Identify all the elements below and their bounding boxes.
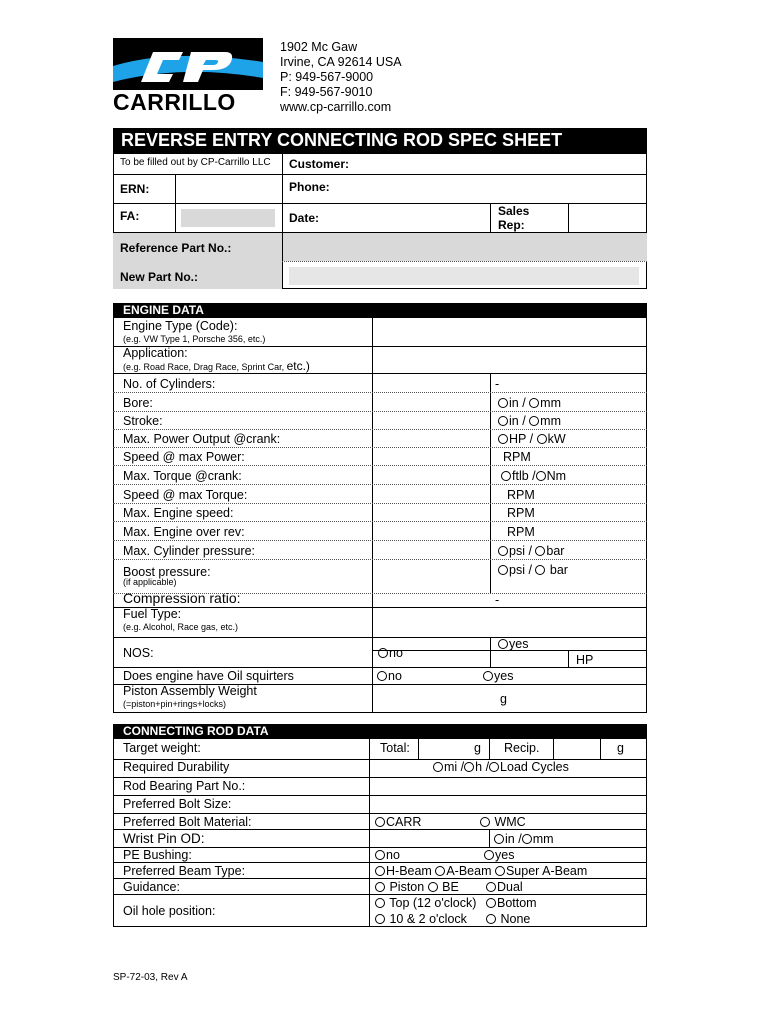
radio-icon[interactable] xyxy=(484,850,494,860)
radio-icon[interactable] xyxy=(483,671,493,681)
piston-weight-label: Piston Assembly Weight xyxy=(123,684,257,698)
boost-units[interactable]: psi / bar xyxy=(498,563,568,577)
radio-icon[interactable] xyxy=(536,471,546,481)
radio-icon[interactable] xyxy=(435,866,445,876)
fuel-label: Fuel Type: xyxy=(123,607,182,621)
radio-icon[interactable] xyxy=(498,546,508,556)
radio-icon[interactable] xyxy=(428,882,438,892)
engine-type-hint: (e.g. VW Type 1, Porsche 356, etc.) xyxy=(123,334,266,344)
squirters-label: Does engine have Oil squirters xyxy=(123,669,294,683)
radio-icon[interactable] xyxy=(375,882,385,892)
address-line2: Irvine, CA 92614 USA xyxy=(280,55,402,69)
radio-icon[interactable] xyxy=(535,546,545,556)
engine-speed-unit: RPM xyxy=(507,506,535,520)
radio-icon[interactable] xyxy=(498,639,508,649)
radio-icon[interactable] xyxy=(498,565,508,575)
oil-hole-none-option[interactable]: None xyxy=(486,912,530,926)
company-website[interactable]: www.cp-carrillo.com xyxy=(280,100,392,114)
phone-label: Phone: xyxy=(289,180,330,194)
stroke-label: Stroke: xyxy=(123,414,163,428)
durability-label: Required Durability xyxy=(123,760,230,774)
fa-label: FA: xyxy=(120,209,140,223)
cyl-pressure-units[interactable]: psi / bar xyxy=(498,544,564,558)
page-title: REVERSE ENTRY CONNECTING ROD SPEC SHEET xyxy=(113,128,647,153)
pe-bushing-no-option[interactable]: no xyxy=(375,848,400,862)
oil-hole-top-option[interactable]: Top (12 o'clock) xyxy=(375,896,476,910)
stroke-units[interactable]: in / mm xyxy=(498,414,561,428)
radio-icon[interactable] xyxy=(486,898,496,908)
nos-label: NOS: xyxy=(123,646,154,660)
nos-yes-option[interactable]: yes xyxy=(498,637,528,651)
beam-label: Preferred Beam Type: xyxy=(123,864,246,878)
target-weight-label: Target weight: xyxy=(123,741,201,755)
radio-icon[interactable] xyxy=(537,434,547,444)
oil-hole-ten-two-option[interactable]: 10 & 2 o'clock xyxy=(375,912,467,926)
wrist-pin-units[interactable]: in / mm xyxy=(494,832,554,846)
guidance-dual-option[interactable]: Dual xyxy=(486,880,523,894)
guidance-label: Guidance: xyxy=(123,880,180,894)
new-part-label: New Part No.: xyxy=(120,270,199,284)
total-label: Total: xyxy=(380,741,410,755)
bearing-label: Rod Bearing Part No.: xyxy=(123,779,246,793)
bolt-material-label: Preferred Bolt Material: xyxy=(123,815,252,829)
bolt-wmc-option[interactable]: WMC xyxy=(480,815,526,829)
fuel-hint: (e.g. Alcohol, Race gas, etc.) xyxy=(123,622,239,632)
application-hint: (e.g. Road Race, Drag Race, Sprint Car, etc.) xyxy=(123,359,310,373)
pe-bushing-yes-option[interactable]: yes xyxy=(484,848,514,862)
beam-options[interactable]: H-Beam A-Beam Super A-Beam xyxy=(375,864,587,878)
radio-icon[interactable] xyxy=(377,671,387,681)
radio-icon[interactable] xyxy=(501,471,511,481)
radio-icon[interactable] xyxy=(489,762,499,772)
speed-torque-label: Speed @ max Torque: xyxy=(123,488,248,502)
bore-label: Bore: xyxy=(123,396,153,410)
bore-units[interactable]: in / mm xyxy=(498,396,561,410)
bolt-size-label: Preferred Bolt Size: xyxy=(123,797,232,811)
date-label: Date: xyxy=(289,211,320,225)
torque-units[interactable]: ftlb / Nm xyxy=(501,469,566,483)
bolt-carr-option[interactable]: CARR xyxy=(375,815,421,829)
address-line1: 1902 Mc Gaw xyxy=(280,40,358,54)
radio-icon[interactable] xyxy=(522,834,532,844)
radio-icon[interactable] xyxy=(480,817,490,827)
radio-icon[interactable] xyxy=(378,648,388,658)
cylinders-label: No. of Cylinders: xyxy=(123,377,216,391)
squirters-yes-option[interactable]: yes xyxy=(483,669,513,683)
company-address xyxy=(280,40,402,115)
engine-speed-label: Max. Engine speed: xyxy=(123,506,234,520)
durability-units[interactable]: mi / h / Load Cycles xyxy=(433,760,569,774)
piston-weight-hint: (=piston+pin+rings+locks) xyxy=(123,699,227,709)
cylinders-unit: - xyxy=(495,377,500,391)
radio-icon[interactable] xyxy=(375,898,385,908)
boost-hint: (if applicable) xyxy=(123,577,177,587)
radio-icon[interactable] xyxy=(433,762,443,772)
radio-icon[interactable] xyxy=(375,817,385,827)
nos-hp-unit: HP xyxy=(576,653,594,667)
rod-data-title: CONNECTING ROD DATA xyxy=(113,724,647,739)
radio-icon[interactable] xyxy=(498,434,508,444)
form-number: SP-72-03, Rev A xyxy=(113,972,188,983)
radio-icon[interactable] xyxy=(486,914,496,924)
piston-weight-unit: g xyxy=(500,692,507,706)
engine-type-label: Engine Type (Code): xyxy=(123,319,238,333)
logo-wordmark: CARRILLO xyxy=(113,89,236,115)
oil-hole-bottom-option[interactable]: Bottom xyxy=(486,896,537,910)
speed-torque-unit: RPM xyxy=(507,488,535,502)
speed-power-unit: RPM xyxy=(503,450,531,464)
boost-label: Boost pressure: xyxy=(123,565,211,579)
radio-icon[interactable] xyxy=(529,416,539,426)
company-phone: P: 949-567-9000 xyxy=(280,70,374,84)
over-rev-label: Max. Engine over rev: xyxy=(123,525,245,539)
radio-icon[interactable] xyxy=(486,882,496,892)
cyl-pressure-label: Max. Cylinder pressure: xyxy=(123,544,255,558)
customer-label: Customer: xyxy=(289,157,350,171)
pe-bushing-label: PE Bushing: xyxy=(123,848,192,862)
squirters-no-option[interactable]: no xyxy=(377,669,402,683)
oil-hole-label: Oil hole position: xyxy=(123,904,216,918)
engine-data-title: ENGINE DATA xyxy=(113,303,647,318)
radio-icon[interactable] xyxy=(498,398,508,408)
application-label: Application: xyxy=(123,346,188,360)
radio-icon[interactable] xyxy=(375,850,385,860)
radio-icon[interactable] xyxy=(494,834,504,844)
recip-unit: g xyxy=(617,741,624,755)
reference-part-label: Reference Part No.: xyxy=(120,241,232,255)
filled-by-note: To be filled out by CP-Carrillo LLC xyxy=(120,157,271,168)
company-fax: F: 949-567-9010 xyxy=(280,85,373,99)
torque-label: Max. Torque @crank: xyxy=(123,469,242,483)
radio-icon[interactable] xyxy=(529,398,539,408)
sales-rep-label: Sales Rep: xyxy=(498,204,530,232)
compression-label: Compression ratio: xyxy=(123,590,241,606)
radio-icon[interactable] xyxy=(464,762,474,772)
radio-icon[interactable] xyxy=(375,866,385,876)
over-rev-unit: RPM xyxy=(507,525,535,539)
radio-icon[interactable] xyxy=(535,565,545,575)
compression-unit: - xyxy=(495,593,500,607)
power-units[interactable]: HP / kW xyxy=(498,432,566,446)
nos-no-option[interactable]: no xyxy=(378,646,403,660)
cp-carrillo-logo xyxy=(113,38,263,114)
ern-label: ERN: xyxy=(120,182,150,196)
radio-icon[interactable] xyxy=(375,914,385,924)
recip-label: Recip. xyxy=(504,741,540,755)
total-unit: g xyxy=(474,741,481,755)
radio-icon[interactable] xyxy=(498,416,508,426)
guidance-piston-option[interactable]: Piston BE xyxy=(375,880,459,894)
speed-power-label: Speed @ max Power: xyxy=(123,450,245,464)
radio-icon[interactable] xyxy=(495,866,505,876)
wrist-pin-label: Wrist Pin OD: xyxy=(123,831,205,846)
power-label: Max. Power Output @crank: xyxy=(123,432,281,446)
